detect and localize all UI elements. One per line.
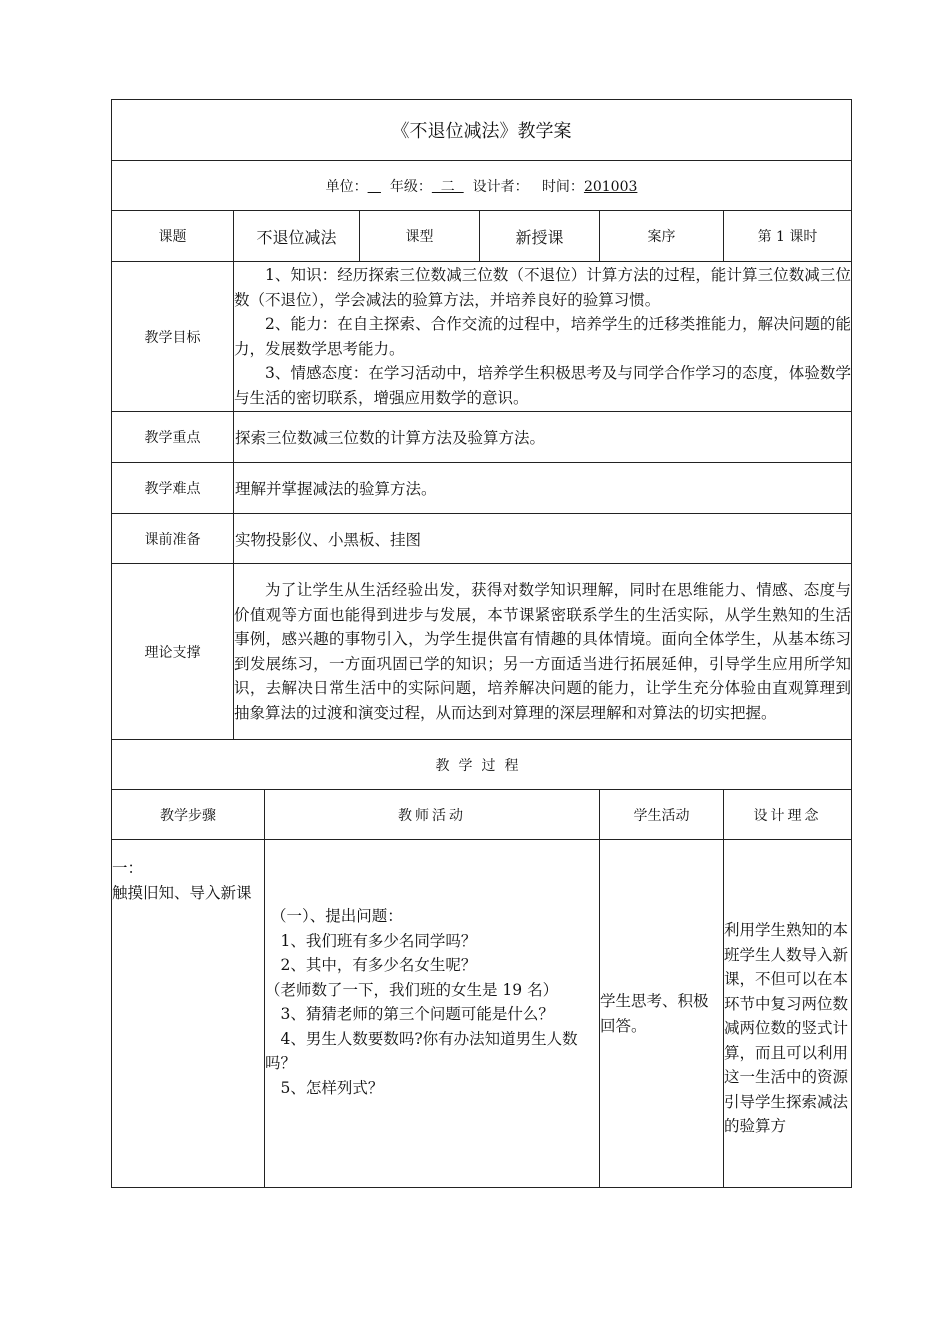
topic-value: 不退位减法 [234, 211, 360, 262]
objectives-content [234, 262, 852, 412]
design-idea-cell: 利用学生熟知的本班学生人数导入新课，不但可以在本环节中复习两位数减两位数的竖式计算，而且可以利用这一生活中的资源引导学生探索减法的验算方 [724, 840, 852, 1188]
teacher-activity-cell [265, 840, 600, 1188]
page-title: 《不退位减法》教学案 [112, 100, 852, 161]
column-header-teacher: 教师活动 [265, 790, 600, 840]
unit-value [368, 179, 381, 195]
lesson-plan-table [111, 99, 852, 1188]
difficulty-text: 理解并掌握减法的验算方法。 [234, 463, 852, 514]
column-header-design: 设计理念 [724, 790, 852, 840]
step-number: 一： [112, 859, 144, 877]
theory-label: 理论支撑 [112, 564, 234, 740]
order-label: 案序 [600, 211, 724, 262]
objective-ability: 2、能力：在自主探索、合作交流的过程中，培养学生的迁移类推能力，解决问题的能力，发展数学思考能力。 [234, 315, 851, 358]
grade-value: 二 [431, 178, 464, 195]
objectives-label: 教学目标 [112, 262, 234, 412]
theory-text: 为了让学生从生活经验出发，获得对数学知识理解，同时在思维能力、情感、态度与价值观等方面也能得到进步与发展，本节课紧密联系学生的生活实际，从学生熟知的生活事例，感兴趣的事物引入，为学生提供富有情趣的具体情境。面向全体学生，从基本练习到发展练习，一方面巩固已学的知识；另一方面适当进行拓展延伸，引导学生应用所学知识，去解决日常生活中的实际问题，培养解决问题的能力，让学生充分体验由直观算理到抽象算法的过渡和演变过程，从而达到对算理的深层理解和对算法的切实把握。 [234, 581, 851, 722]
difficulty-label: 教学难点 [112, 463, 234, 514]
teacher-question-1: 1、我们班有多少名同学吗？ [280, 931, 477, 950]
time-label: 时间： [541, 178, 584, 195]
type-value: 新授课 [480, 211, 600, 262]
teacher-question-5: 5、怎样列式？ [280, 1078, 384, 1097]
order-value: 第 1 课时 [724, 211, 852, 262]
teacher-question-3: 3、猜猜老师的第三个问题可能是什么？ [280, 1005, 554, 1023]
teacher-note: （老师数了一下，我们班的女生是 19 名） [265, 980, 559, 999]
type-label: 课型 [360, 211, 480, 262]
header-info-row [112, 161, 852, 211]
objective-knowledge: 1、知识：经历探索三位数减三位数（不退位）计算方法的过程，能计算三位数减三位数（不退位），学会减法的验算方法，并培养良好的验算习惯。 [234, 266, 851, 309]
process-heading: 教学过程 [112, 740, 852, 790]
preparation-label: 课前准备 [112, 514, 234, 564]
unit-label: 单位： [325, 178, 368, 195]
time-value: 201003 [583, 178, 638, 195]
topic-label: 课题 [112, 211, 234, 262]
grade-label: 年级： [389, 178, 432, 195]
key-point-text: 探索三位数减三位数的计算方法及验算方法。 [234, 412, 852, 463]
column-header-student: 学生活动 [600, 790, 724, 840]
teacher-question-4: 4、男生人数要数吗?你有办法知道男生人数吗？ [265, 1029, 578, 1072]
step-cell [112, 840, 265, 1188]
theory-content [234, 564, 852, 740]
column-header-step: 教学步骤 [112, 790, 265, 840]
step-name: 触摸旧知、导入新课 [112, 883, 252, 902]
teacher-question-2: 2、其中，有多少名女生呢？ [280, 956, 477, 974]
preparation-text: 实物投影仪、小黑板、挂图 [234, 514, 852, 564]
key-point-label: 教学重点 [112, 412, 234, 463]
teacher-heading: （一）、提出问题： [271, 907, 403, 925]
student-activity-cell: 学生思考、积极回答。 [600, 840, 724, 1188]
objective-attitude: 3、情感态度：在学习活动中，培养学生积极思考及与同学合作学习的态度，体验数学与生活的密切联系，增强应用数学的意识。 [234, 364, 851, 407]
designer-label: 设计者： [472, 178, 529, 195]
